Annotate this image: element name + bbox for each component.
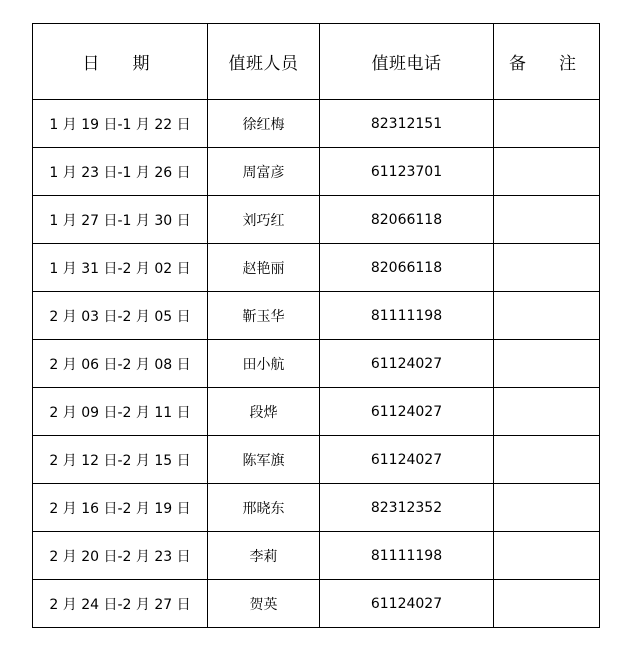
header-row — [33, 24, 600, 100]
table-row — [33, 196, 600, 244]
phone-cell: 81111198 — [320, 292, 494, 340]
note-cell — [494, 532, 600, 580]
person-cell: 田小航 — [208, 340, 320, 388]
phone-cell: 61123701 — [320, 148, 494, 196]
table-header — [33, 24, 600, 100]
phone-cell: 82066118 — [320, 244, 494, 292]
date-cell: 1 月 23 日-1 月 26 日 — [33, 148, 208, 196]
table-body — [33, 100, 600, 628]
date-cell: 1 月 19 日-1 月 22 日 — [33, 100, 208, 148]
phone-cell: 82312352 — [320, 484, 494, 532]
table-row — [33, 148, 600, 196]
person-cell: 陈军旗 — [208, 436, 320, 484]
person-cell: 赵艳丽 — [208, 244, 320, 292]
note-cell — [494, 100, 600, 148]
person-cell: 徐红梅 — [208, 100, 320, 148]
note-cell — [494, 436, 600, 484]
phone-cell: 81111198 — [320, 532, 494, 580]
header-date: 日 期 — [33, 24, 208, 100]
date-cell: 1 月 27 日-1 月 30 日 — [33, 196, 208, 244]
note-cell — [494, 244, 600, 292]
header-phone: 值班电话 — [320, 24, 494, 100]
date-cell: 2 月 06 日-2 月 08 日 — [33, 340, 208, 388]
date-cell: 1 月 31 日-2 月 02 日 — [33, 244, 208, 292]
table-row — [33, 388, 600, 436]
phone-cell: 61124027 — [320, 436, 494, 484]
person-cell: 段烨 — [208, 388, 320, 436]
header-person: 值班人员 — [208, 24, 320, 100]
table-row — [33, 244, 600, 292]
note-cell — [494, 148, 600, 196]
note-cell — [494, 340, 600, 388]
header-note: 备 注 — [494, 24, 600, 100]
person-cell: 刘巧红 — [208, 196, 320, 244]
note-cell — [494, 484, 600, 532]
person-cell: 周富彦 — [208, 148, 320, 196]
table-row — [33, 580, 600, 628]
phone-cell: 82066118 — [320, 196, 494, 244]
table-row — [33, 340, 600, 388]
note-cell — [494, 292, 600, 340]
person-cell: 李莉 — [208, 532, 320, 580]
table-row — [33, 292, 600, 340]
date-cell: 2 月 12 日-2 月 15 日 — [33, 436, 208, 484]
person-cell: 靳玉华 — [208, 292, 320, 340]
person-cell: 邢晓东 — [208, 484, 320, 532]
note-cell — [494, 388, 600, 436]
table-row — [33, 100, 600, 148]
person-cell: 贺英 — [208, 580, 320, 628]
table-row — [33, 484, 600, 532]
table-row — [33, 532, 600, 580]
date-cell: 2 月 24 日-2 月 27 日 — [33, 580, 208, 628]
phone-cell: 61124027 — [320, 340, 494, 388]
table-row — [33, 436, 600, 484]
phone-cell: 82312151 — [320, 100, 494, 148]
date-cell: 2 月 09 日-2 月 11 日 — [33, 388, 208, 436]
phone-cell: 61124027 — [320, 388, 494, 436]
note-cell — [494, 580, 600, 628]
date-cell: 2 月 03 日-2 月 05 日 — [33, 292, 208, 340]
note-cell — [494, 196, 600, 244]
date-cell: 2 月 16 日-2 月 19 日 — [33, 484, 208, 532]
date-cell: 2 月 20 日-2 月 23 日 — [33, 532, 208, 580]
phone-cell: 61124027 — [320, 580, 494, 628]
duty-roster-table — [32, 23, 600, 628]
